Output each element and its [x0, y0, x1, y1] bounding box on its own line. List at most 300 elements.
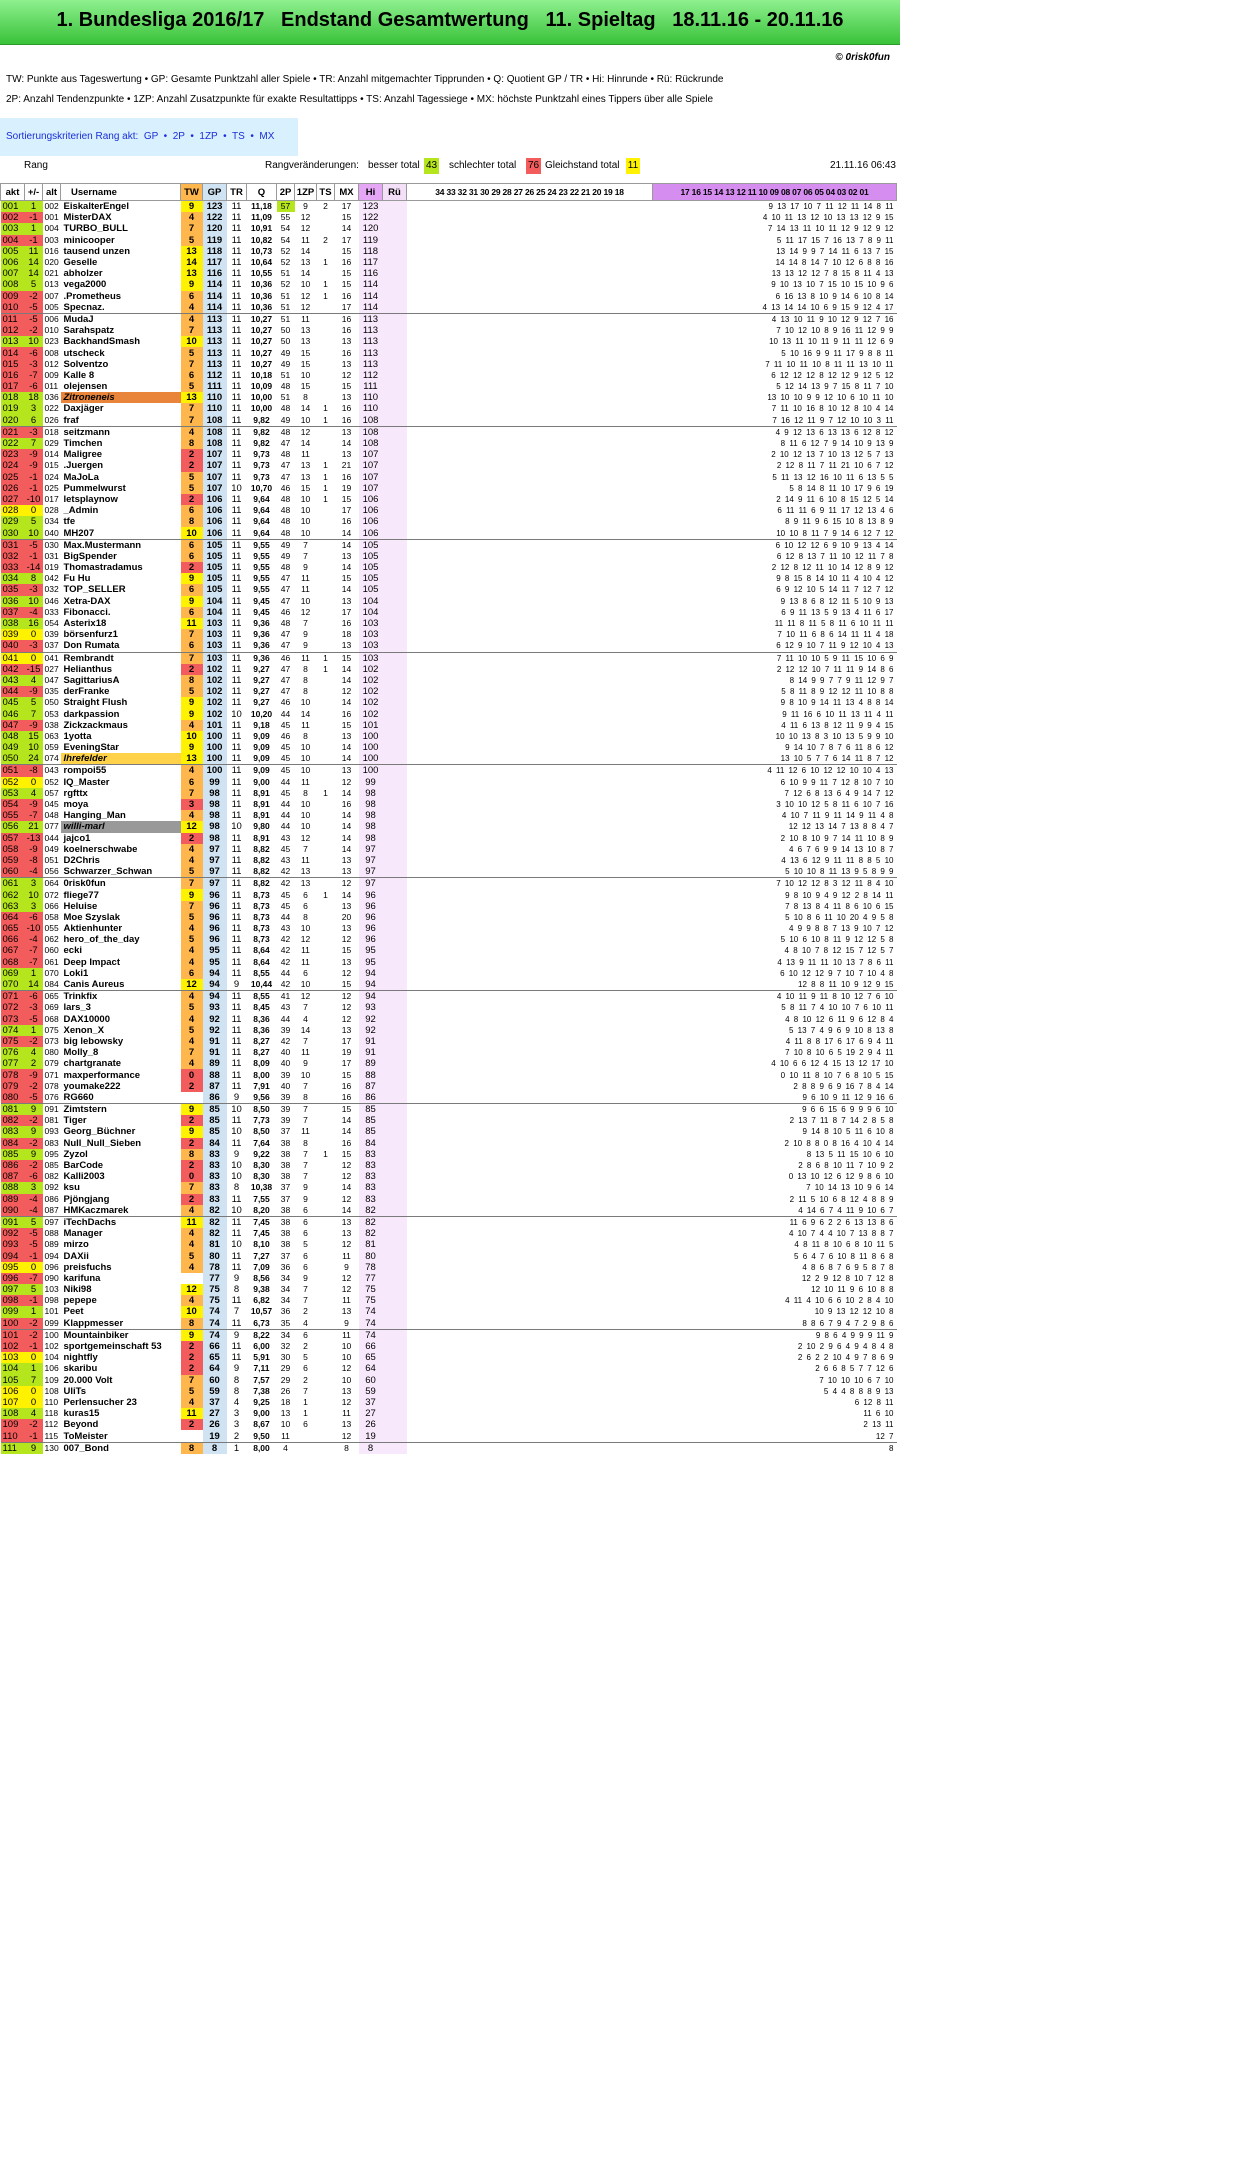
table-row[interactable]: [1, 415, 897, 427]
cell-q: 10,70: [250, 482, 273, 493]
table-row[interactable]: [1, 1002, 897, 1013]
cell-username: 20.000 Volt: [63, 1374, 113, 1386]
table-row[interactable]: [1, 1058, 897, 1069]
cell-rank-akt: 030: [1, 527, 25, 539]
table-row[interactable]: [1, 833, 897, 844]
table-row[interactable]: [1, 1430, 897, 1442]
cell-rank-change: 1: [25, 223, 43, 234]
cell-front-rounds: 6 10 12 12 6 9 10 9 13 4 14: [775, 540, 894, 550]
cell-ru: [383, 1036, 407, 1047]
table-row[interactable]: [1, 753, 897, 765]
cell-rank-change: -1: [25, 1250, 43, 1261]
table-row[interactable]: [1, 1182, 897, 1193]
cell-1zp: 10: [300, 1069, 311, 1080]
cell-front-rounds: 2 14 9 11 6 10 8 15 12 5 14: [776, 494, 894, 504]
table-row[interactable]: [1, 901, 897, 912]
table-row[interactable]: [1, 201, 897, 213]
table-row[interactable]: [1, 336, 897, 347]
table-row[interactable]: [1, 1205, 897, 1217]
table-row[interactable]: [1, 923, 897, 934]
cell-front-rounds: 9 6 10 9 11 12 9 16 6: [653, 1092, 897, 1104]
table-row[interactable]: [1, 1273, 897, 1284]
cell-ts: [317, 359, 335, 370]
cell-gp: 92: [203, 1025, 227, 1036]
cell-1zp: 6: [303, 1419, 308, 1430]
table-row[interactable]: [1, 472, 897, 483]
cell-back-rounds: [407, 1295, 653, 1306]
table-row[interactable]: [1, 1092, 897, 1104]
table-row[interactable]: [1, 1363, 897, 1374]
cell-rank-alt: 036: [44, 392, 59, 403]
cell-ru: [383, 1205, 407, 1217]
table-row[interactable]: [1, 855, 897, 866]
col-tr[interactable]: TR: [227, 184, 247, 201]
table-row[interactable]: [1, 889, 897, 900]
table-row[interactable]: [1, 1352, 897, 1363]
cell-hi: 106: [359, 527, 383, 539]
cell-rank-change: -5: [25, 539, 43, 551]
cell-ts: 1: [323, 279, 328, 290]
cell-back-rounds: [407, 1126, 653, 1137]
table-row[interactable]: [1, 1397, 897, 1408]
table-row[interactable]: [1, 788, 897, 799]
cell-2p: 47: [280, 438, 291, 449]
table-row[interactable]: [1, 1194, 897, 1205]
table-row[interactable]: [1, 686, 897, 697]
cell-q: 9,09: [253, 730, 270, 741]
cell-front-rounds: 6 12 12 12 8 12 12 9 12 5 12: [771, 370, 894, 380]
cell-rank-akt: 061: [1, 878, 25, 890]
cell-2p: 38: [280, 1239, 291, 1250]
table-row[interactable]: [1, 1442, 897, 1454]
table-row[interactable]: [1, 1216, 897, 1228]
table-row[interactable]: [1, 1171, 897, 1182]
cell-mx: 20: [341, 911, 352, 922]
table-row[interactable]: [1, 731, 897, 742]
cell-hi: 102: [359, 675, 383, 686]
cell-ts: [317, 268, 335, 279]
table-row[interactable]: [1, 392, 897, 403]
cell-ts: 1: [323, 471, 328, 482]
legend-line-1: TW: Punkte aus Tageswertung • GP: Gesamte Punktzahl aller Spiele • TR: Anzahl mitgemachter Tipprunden • Q: Quotient GP / TR • Hi: Hinrunde • Rü: Rückrunde: [6, 74, 724, 85]
table-row[interactable]: [1, 1160, 897, 1171]
cell-ru: [383, 302, 407, 314]
cell-rank-change: -1: [25, 551, 43, 562]
table-row[interactable]: [1, 1262, 897, 1273]
cell-rank-change: -9: [25, 449, 43, 460]
cell-hi: 83: [359, 1182, 383, 1193]
table-row[interactable]: [1, 325, 897, 336]
cell-rank-alt: 063: [44, 730, 59, 741]
cell-ru: [383, 1014, 407, 1025]
cell-ts: [317, 855, 335, 866]
cell-tw: 4: [181, 1397, 203, 1408]
cell-ru: [383, 472, 407, 483]
col-q[interactable]: Q: [247, 184, 277, 201]
cell-rank-akt: 065: [1, 923, 25, 934]
cell-rank-change: 0: [25, 1397, 43, 1408]
table-row[interactable]: [1, 618, 897, 629]
table-row[interactable]: [1, 652, 897, 664]
cell-1zp: 13: [295, 866, 317, 878]
cell-rank-akt: 022: [1, 438, 25, 449]
table-row[interactable]: [1, 449, 897, 460]
cell-1zp: 10: [300, 923, 311, 934]
table-row[interactable]: [1, 212, 897, 223]
cell-rank-akt: 008: [1, 279, 25, 290]
table-row[interactable]: [1, 810, 897, 821]
cell-q: 8,73: [253, 911, 270, 922]
cell-ru: [383, 426, 407, 438]
cell-q: 8,55: [253, 967, 270, 978]
same-total: 11: [626, 158, 640, 174]
cell-mx: 14: [341, 562, 352, 573]
cell-tw: 7: [181, 415, 203, 427]
table-row[interactable]: [1, 539, 897, 551]
cell-rank-akt: 105: [1, 1375, 25, 1386]
cell-tr: 11: [231, 268, 242, 280]
cell-gp: 86: [203, 1092, 227, 1104]
cell-1zp: 12: [300, 934, 311, 945]
table-row[interactable]: [1, 1069, 897, 1080]
cell-1zp: 14: [300, 245, 311, 256]
cell-2p: 35: [277, 1318, 295, 1330]
cell-tw: 10: [181, 1306, 203, 1317]
cell-tr: 11: [231, 201, 242, 213]
cell-tr: 11: [231, 719, 242, 731]
cell-2p: 42: [280, 878, 291, 889]
cell-1zp: 12: [300, 223, 311, 234]
table-row[interactable]: [1, 527, 897, 539]
table-row[interactable]: [1, 235, 897, 246]
cell-tr: 11: [231, 1250, 242, 1262]
table-row[interactable]: [1, 584, 897, 595]
table-row[interactable]: [1, 483, 897, 494]
cell-username: Daxjäger: [63, 403, 104, 415]
cell-hi: 95: [359, 945, 383, 956]
cell-q: 10,27: [250, 358, 273, 369]
table-row[interactable]: [1, 1115, 897, 1126]
cell-rank-akt: 089: [1, 1194, 25, 1205]
cell-username: tfe: [63, 516, 76, 528]
table-row[interactable]: [1, 1104, 897, 1116]
table-row[interactable]: [1, 1318, 897, 1330]
table-row[interactable]: [1, 742, 897, 753]
cell-mx: 13: [341, 595, 352, 606]
table-row[interactable]: [1, 1329, 897, 1341]
cell-q: 10,38: [250, 1182, 273, 1193]
col-mx[interactable]: MX: [335, 184, 359, 201]
cell-front-rounds: 2 6 6 8 5 7 7 12 6: [815, 1364, 894, 1374]
cell-rank-alt: 061: [44, 956, 59, 967]
table-row[interactable]: [1, 1295, 897, 1306]
cell-mx: 12: [341, 369, 352, 380]
cell-gp: 122: [203, 212, 227, 223]
cell-ts: 1: [323, 663, 328, 674]
table-row[interactable]: [1, 1386, 897, 1397]
cell-ru: [383, 889, 407, 900]
table-row[interactable]: [1, 562, 897, 573]
table-row[interactable]: [1, 257, 897, 268]
cell-q: 8,20: [247, 1205, 277, 1217]
cell-hi: 96: [359, 901, 383, 912]
cell-hi: 82: [359, 1216, 383, 1228]
table-row[interactable]: [1, 629, 897, 640]
table-row[interactable]: [1, 765, 897, 777]
cell-tw: 5: [181, 912, 203, 923]
cell-front-rounds: 13 14 9 9 7 14 11 6 13 7 15: [776, 246, 894, 256]
cell-front-rounds: 4 10 11 13 12 10 13 13 12 9 15: [762, 213, 894, 223]
col-alt[interactable]: alt: [43, 184, 61, 201]
table-row[interactable]: [1, 268, 897, 279]
col-gp[interactable]: GP: [203, 184, 227, 201]
cell-2p: 44: [280, 810, 291, 821]
table-row[interactable]: [1, 1036, 897, 1047]
table-row[interactable]: [1, 494, 897, 505]
table-row[interactable]: [1, 438, 897, 449]
cell-mx: 15: [341, 212, 352, 223]
table-row[interactable]: [1, 821, 897, 832]
cell-hi: 123: [359, 201, 383, 213]
table-row[interactable]: [1, 1228, 897, 1239]
cell-hi: 110: [359, 403, 383, 414]
table-row[interactable]: [1, 720, 897, 731]
table-row[interactable]: [1, 866, 897, 878]
table-row[interactable]: [1, 844, 897, 855]
cell-2p: 51: [280, 392, 291, 403]
cell-rank-akt: 019: [1, 403, 25, 414]
table-row[interactable]: [1, 1239, 897, 1250]
cell-rank-alt: 052: [44, 776, 59, 787]
cell-rank-alt: 045: [44, 799, 59, 810]
cell-tw: 6: [181, 584, 203, 595]
cell-2p: 45: [280, 900, 291, 911]
table-row[interactable]: [1, 934, 897, 945]
cell-2p: 42: [280, 934, 291, 945]
col-username[interactable]: Username: [61, 184, 181, 201]
cell-tr: 11: [231, 900, 242, 912]
cell-front-rounds: 6 10 12 12 9 7 10 7 10 4 8: [780, 968, 894, 978]
cell-rank-akt: 053: [1, 788, 25, 799]
cell-tr: 11: [231, 460, 242, 472]
cell-mx: 17: [341, 606, 352, 617]
col-plusminus[interactable]: +/-: [25, 184, 43, 201]
cell-gp: 81: [203, 1239, 227, 1250]
table-row[interactable]: [1, 359, 897, 370]
cell-back-rounds: [407, 1442, 653, 1454]
col-akt[interactable]: akt: [1, 184, 25, 201]
col-ts[interactable]: TS: [317, 184, 335, 201]
cell-q: 7,38: [253, 1385, 270, 1396]
cell-q: 6,73: [247, 1318, 277, 1330]
cell-username: Tiger: [63, 1115, 87, 1127]
cell-front-rounds: 12 8 8 11 10 9 12 9 15: [653, 979, 897, 991]
table-row[interactable]: [1, 426, 897, 438]
cell-rank-akt: 055: [1, 810, 25, 821]
table-row[interactable]: [1, 460, 897, 471]
table-row[interactable]: [1, 291, 897, 302]
cell-tw: 7: [181, 325, 203, 336]
cell-front-rounds: 4 13 14 14 10 6 9 15 9 12 4 17: [653, 302, 897, 314]
table-row[interactable]: [1, 1341, 897, 1352]
table-row[interactable]: [1, 957, 897, 968]
cell-tr: 10: [231, 1126, 242, 1138]
cell-ts: [317, 675, 335, 686]
table-row[interactable]: [1, 799, 897, 810]
cell-hi: 105: [359, 584, 383, 595]
table-row[interactable]: [1, 302, 897, 314]
table-row[interactable]: [1, 1014, 897, 1025]
table-row[interactable]: [1, 1149, 897, 1160]
cell-back-rounds: [407, 1329, 653, 1341]
cell-mx: 13: [341, 854, 352, 865]
col-1zp[interactable]: 1ZP: [295, 184, 317, 201]
table-row[interactable]: [1, 347, 897, 358]
cell-front-rounds: 4 10 11 9 11 8 10 12 7 6 10: [776, 992, 894, 1002]
table-row[interactable]: [1, 878, 897, 890]
cell-tr: 11: [231, 674, 242, 686]
cell-username: Specnaz.: [61, 302, 181, 314]
cell-hi: 98: [359, 799, 383, 810]
table-row[interactable]: [1, 573, 897, 584]
cell-gp: 108: [203, 415, 227, 427]
cell-rank-change: -4: [25, 607, 43, 618]
cell-mx: 17: [341, 1035, 352, 1046]
cell-gp: 112: [203, 370, 227, 381]
cell-q: 9,55: [253, 539, 270, 550]
cell-ts: [317, 1171, 335, 1182]
cell-ts: [317, 212, 335, 223]
cell-ts: [317, 516, 335, 527]
cell-ts: [317, 1239, 335, 1250]
table-row[interactable]: [1, 381, 897, 392]
table-row[interactable]: [1, 1025, 897, 1036]
cell-1zp: 12: [300, 426, 311, 437]
table-row[interactable]: [1, 968, 897, 979]
table-row[interactable]: [1, 596, 897, 607]
cell-ru: [383, 1419, 407, 1430]
cell-gp: 75: [203, 1295, 227, 1306]
cell-hi: 101: [359, 720, 383, 731]
cell-front-rounds: 7 10 11 6 8 6 14 11 11 4 18: [777, 630, 894, 640]
table-row[interactable]: [1, 675, 897, 686]
cell-front-rounds: 4 13 9 11 11 10 13 7 8 6 11: [777, 957, 894, 967]
cell-2p: 34: [280, 1329, 291, 1340]
cell-ru: [383, 291, 407, 302]
cell-front-rounds: 12 2 9 12 8 10 7 12 8: [801, 1273, 894, 1283]
table-row[interactable]: [1, 777, 897, 788]
col-hi[interactable]: Hi: [359, 184, 383, 201]
table-row[interactable]: [1, 1408, 897, 1419]
cell-hi: 107: [359, 449, 383, 460]
table-row[interactable]: [1, 551, 897, 562]
table-row[interactable]: [1, 223, 897, 234]
cell-rank-akt: 070: [1, 979, 25, 991]
table-row[interactable]: [1, 403, 897, 414]
cell-tr: 9: [233, 1363, 240, 1375]
cell-2p: 43: [280, 1002, 291, 1013]
cell-ts: 1: [323, 257, 328, 268]
table-row[interactable]: [1, 697, 897, 708]
table-row[interactable]: [1, 505, 897, 516]
cell-front-rounds: 10 9 13 12 12 10 8: [814, 1307, 894, 1317]
cell-front-rounds: 9 13 8 6 8 12 11 5 10 9 13: [780, 596, 894, 606]
col-2p[interactable]: 2P: [277, 184, 295, 201]
table-row[interactable]: [1, 246, 897, 257]
cell-gp: 99: [203, 777, 227, 788]
cell-back-rounds: [407, 246, 653, 257]
table-row[interactable]: [1, 1138, 897, 1149]
cell-1zp: 2: [303, 1341, 308, 1352]
table-row[interactable]: [1, 1306, 897, 1317]
table-row[interactable]: [1, 1250, 897, 1261]
table-row[interactable]: [1, 708, 897, 719]
col-tw[interactable]: TW: [181, 184, 203, 201]
col-ru[interactable]: Rü: [383, 184, 407, 201]
cell-2p: 49: [280, 347, 291, 358]
cell-tw: 11: [181, 1408, 203, 1419]
table-row[interactable]: [1, 516, 897, 527]
cell-gp: 108: [203, 438, 227, 449]
cell-1zp: 12: [300, 212, 311, 223]
cell-username: Fu Hu: [63, 573, 91, 585]
table-row[interactable]: [1, 607, 897, 618]
cell-2p: 11: [277, 1430, 295, 1442]
table-row[interactable]: [1, 991, 897, 1003]
cell-ru: [383, 652, 407, 664]
cell-q: 10,00: [250, 392, 273, 403]
cell-rank-akt: 049: [1, 742, 25, 753]
table-row[interactable]: [1, 1284, 897, 1295]
cell-front-rounds: 8 11 6 12 7 9 14 10 9 13 9: [780, 439, 894, 449]
table-row[interactable]: [1, 664, 897, 675]
cell-tr: 11: [231, 279, 242, 291]
cell-rank-akt: 102: [1, 1341, 25, 1352]
cell-front-rounds: 4 10 7 11 9 11 14 9 11 4 8: [781, 811, 894, 821]
table-row[interactable]: [1, 1126, 897, 1137]
cell-tr: 11: [231, 765, 242, 777]
cell-front-rounds: 11 6 9 6 2 2 6 13 13 8 6: [789, 1217, 894, 1227]
cell-front-rounds: 2 10 12 13 7 10 13 12 5 7 13: [771, 450, 894, 460]
table-row[interactable]: [1, 1081, 897, 1092]
table-row[interactable]: [1, 370, 897, 381]
cell-back-rounds: [407, 1160, 653, 1171]
table-row[interactable]: [1, 313, 897, 325]
cell-front-rounds: 5 8 11 8 9 12 12 11 10 8 8: [781, 687, 894, 697]
cell-rank-akt: 035: [1, 584, 25, 595]
table-row[interactable]: [1, 1419, 897, 1430]
cell-mx: 14: [341, 663, 352, 674]
cell-rank-akt: 064: [1, 912, 25, 923]
table-row[interactable]: [1, 979, 897, 991]
cell-tw: 9: [181, 201, 203, 213]
table-row[interactable]: [1, 1375, 897, 1386]
table-row[interactable]: [1, 945, 897, 956]
table-row[interactable]: [1, 640, 897, 652]
cell-gp: 77: [203, 1273, 227, 1284]
cell-ts: [317, 1318, 335, 1330]
table-row[interactable]: [1, 1047, 897, 1058]
cell-username: rompoi55: [63, 765, 107, 777]
cell-back-rounds: [407, 821, 653, 832]
cell-rank-akt: 026: [1, 483, 25, 494]
table-row[interactable]: [1, 279, 897, 290]
cell-2p: 34: [280, 1295, 291, 1306]
cell-2p: 51: [280, 268, 291, 279]
cell-gp: 91: [203, 1036, 227, 1047]
cell-q: 9,64: [253, 505, 270, 516]
table-row[interactable]: [1, 912, 897, 923]
